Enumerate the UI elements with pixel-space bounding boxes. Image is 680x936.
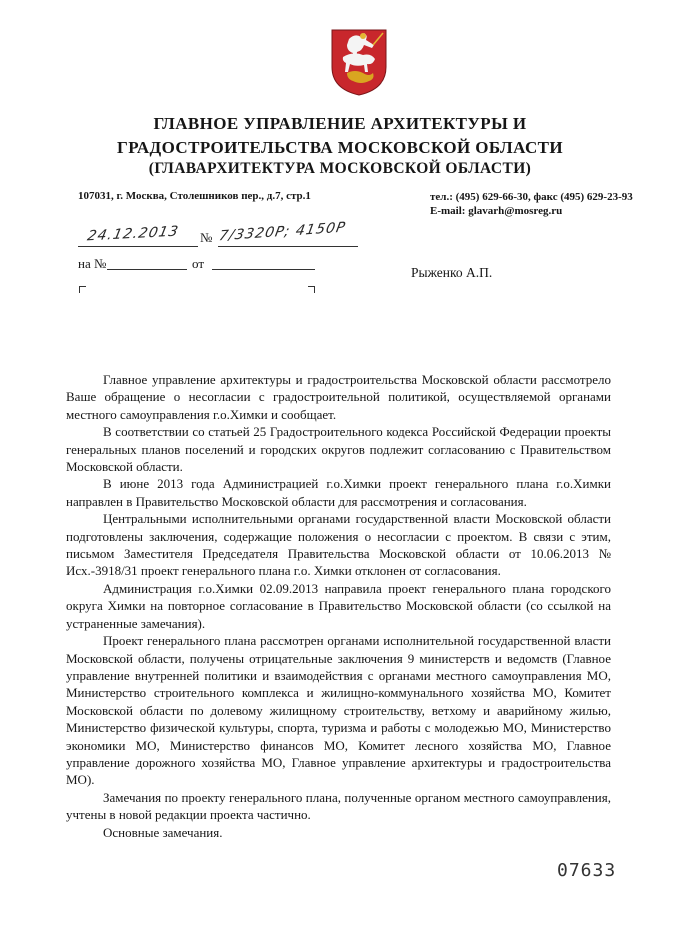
number-label: № <box>200 230 213 245</box>
paragraph: Центральными исполнительными органами государственной власти Московской области подготовлены заключения, содержащие положения о несогласии с проектом. В связи с этим, письмом Заместителя Председателя Правительства Московской области от 10.06.2013 № Исх.-3918/31 проект генерального плана г.о. Химки отклонен от согласования. <box>66 511 611 579</box>
organization-short-name: (ГЛАВАРХИТЕКТУРА МОСКОВСКОЙ ОБЛАСТИ) <box>148 160 532 177</box>
organization-contacts <box>430 190 633 218</box>
email: E-mail: glavarh@mosreg.ru <box>430 205 563 217</box>
outgoing-number: 7/3320P; 4150P <box>217 219 348 245</box>
paragraph: В соответствии со статьей 25 Градостроительного кодекса Российской Федерации проекты генеральных планов поселений и городских округов подлежит согласованию с Правительством Московской области. <box>66 424 611 475</box>
coat-of-arms-icon <box>329 27 389 97</box>
paragraph: Замечания по проекту генерального плана, полученные органом местного самоуправления, учтены в новой редакции проекта частично. <box>66 789 611 823</box>
organization-address: 107031, г. Москва, Столешников пер., д.7, стр.1 <box>78 190 311 202</box>
address-corner-left <box>79 286 86 293</box>
paragraph: В июне 2013 года Администрацией г.о.Химки проект генерального плана г.о.Химки направлен в Правительство Московской области для рассмотрения и согласования. <box>66 476 611 509</box>
outgoing-date: 24.12.2013 <box>85 223 181 245</box>
phone-fax: тел.: (495) 629-66-30, факс (495) 629-23-93 <box>430 191 633 203</box>
reference-number-label: на № <box>78 256 107 271</box>
organization-name-line1: ГЛАВНОЕ УПРАВЛЕНИЕ АРХИТЕКТУРЫ И <box>153 114 527 133</box>
paragraph: Главное управление архитектуры и градостроительства Московской области рассмотрело Ваше обращение о несогласии с градостроительной политикой, осуществляемой органами местного самоуправления г.о.Химки и сообщает. <box>66 372 611 422</box>
reference-date-line <box>212 257 315 270</box>
paragraph: Проект генерального плана рассмотрен органами исполнительной государственной власти Московской области, получены отрицательные заключения 9 министерств и ведомств (Главное управление внутренней политики и взаимодействия с органами местного самоуправления МО, Министерство строительного комплекса и жилищно-коммунального хозяйства МО, Комитет Московской области по долевому жилищному строительству, ветхому и аварийному жилью, Министерство физической культуры, спорта, туризма и работы с молодежью МО, Министерство экономики МО, Министерство финансов МО, Комитет лесного хозяйства МО, Главное управление дорожного хозяйства МО, Главное управление архитектуры и градостроительства МО). <box>66 633 611 788</box>
paragraph: Основные замечания. <box>103 824 223 840</box>
reference-number-line <box>107 257 187 270</box>
organization-name-line2: ГРАДОСТРОИТЕЛЬСТВА МОСКОВСКОЙ ОБЛАСТИ <box>117 138 563 157</box>
addressee: Рыженко А.П. <box>411 265 493 280</box>
reference-date-label: от <box>192 256 205 271</box>
letter-body <box>66 371 611 841</box>
paragraph: Администрация г.о.Химки 02.09.2013 направила проект генерального плана городского округа Химки на повторное согласование в Правительство Московской области (со ссылкой на устраненные замечания). <box>66 580 611 631</box>
registration-number: 07633 <box>557 860 617 881</box>
address-corner-right <box>308 286 315 293</box>
